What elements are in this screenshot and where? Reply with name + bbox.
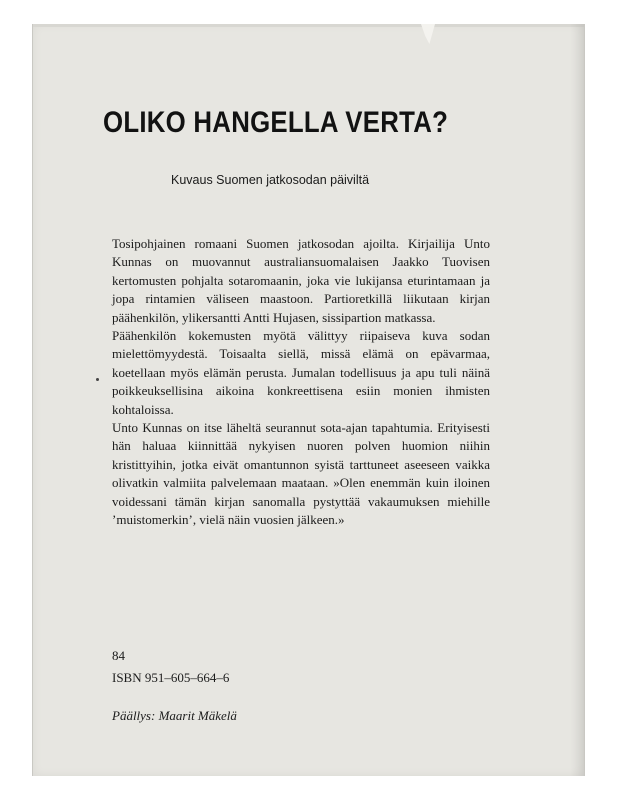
- book-title: OLIKO HANGELLA VERTA?: [103, 106, 449, 139]
- cover-credit: Päällys: Maarit Mäkelä: [112, 708, 237, 723]
- book-back-cover: [32, 24, 585, 776]
- blurb: [112, 235, 490, 530]
- isbn: ISBN 951–605–664–6: [112, 670, 230, 685]
- price-code: 84: [112, 648, 125, 663]
- cover-tear: [421, 24, 435, 44]
- blurb-paragraph-2: Päähenkilön kokemusten myötä välittyy riipaiseva kuva sodan mielettömyydestä. Toisaalta siellä, missä elämä on epävarmaa, koetellaan myös elämän perusta. Jumalan todellisuus ja apu tuli näinä poikkeuksellisina aikoina konkreettisena esiin monien ihmisten kohtaloissa.: [112, 328, 490, 417]
- book-subtitle: Kuvaus Suomen jatkosodan päiviltä: [171, 173, 370, 187]
- print-speck: [96, 378, 99, 381]
- cover-edge-shadow: [570, 24, 584, 776]
- blurb-paragraph-3: Unto Kunnas on itse läheltä seurannut sota-ajan tapahtumia. Erityisesti hän haluaa kiinnittää nykyisen nuoren polven huomion niihin kristittyihin, jotka eivät omantunnon syistä tarttuneet aseeseen vaikka olivatkin valmiita palvelemaan maataan. »Olen enemmän kuin iloinen voidessani tämän kirjan sanomalla pystyttää vakaumuksen miehille ’muistomerkin’, vielä näin vuosien jälkeen.»: [112, 420, 490, 528]
- cover-top-edge: [33, 24, 584, 27]
- blurb-paragraph-1: Tosipohjainen romaani Suomen jatkosodan ajoilta. Kirjailija Unto Kunnas on muovannut australiansuomalaisen Jaakko Tuovisen kertomusten pohjalta sotaromaanin, joka vie lukijansa eturintamaan ja jopa rintamien väliseen maastoon. Partioretkillä liikutaan kirjan päähenkilön, ylikersantti Antti Hujasen, sissipartion matkassa.: [112, 236, 490, 325]
